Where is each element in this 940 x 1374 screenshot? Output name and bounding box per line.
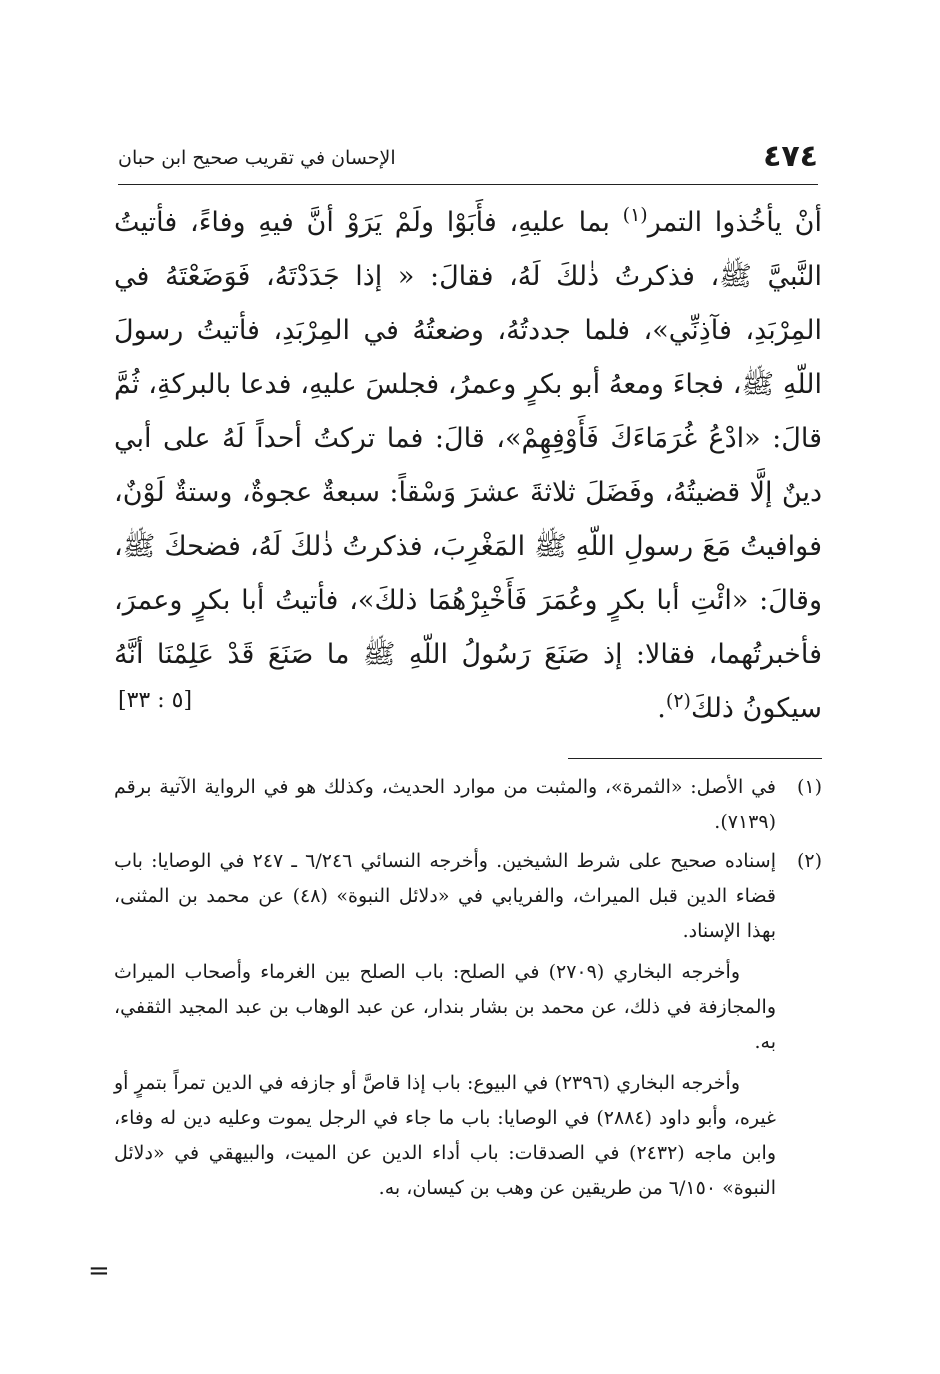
footnote-ref-2: (٢)	[665, 690, 691, 712]
footnotes	[114, 770, 822, 1206]
end-punctuation: .	[657, 693, 666, 724]
continuation-mark: =	[88, 1256, 110, 1286]
footnote-paragraph: وأخرجه البخاري (٢٧٠٩) في الصلح: باب الصلح بين الغرماء وأصحاب الميراث والمجازفة في ذلك، عن محمد بن بشار بندار، عن عبد الوهاب بن عبد المجيد الثقفي، به.	[114, 961, 776, 1053]
hadith-text-part-1: أنْ يأخُذوا التمر	[647, 207, 822, 238]
book-title: الإحسان في تقريب صحيح ابن حبان	[118, 147, 396, 169]
footnote-paragraph: وأخرجه البخاري (٢٣٩٦) في البيوع: باب إذا قاصَّ أو جازفه في الدين تمراً بتمرٍ أو غيره، وأبو داود (٢٨٨٤) في الوصايا: باب ما جاء في الرجل يموت وعليه دين له وفاء، وابن ماجه (٢٤٣٢) في الصدقات: باب أداء الدين عن الميت، والبيهقي في «دلائل النبوة» ٦/١٥٠ من طريقين عن وهب بن كيسان، به.	[114, 1072, 776, 1199]
hadith-reference: [٥ : ٣٣]	[118, 688, 193, 713]
footnote-1	[114, 770, 822, 840]
hadith-text-part-2: بما عليهِ، فأَبَوْا ولَمْ يَرَوْ أنَّ فيهِ وفاءً، فأتيتُ النَّبيَّ ﷺ، فذكرتُ ذٰلكَ لَهُ، فقالَ: « إذا جَدَدْتَهُ، فَوَضَعْتَهُ في المِرْبَدِ، فآذِنِّي»، فلما جددتُهُ، وضعتُهُ في المِرْبَدِ، فأتيتُ رسولَ اللّهِ ﷺ، فجاءَ ومعهُ أبو بكرٍ وعمرُ، فجلسَ عليهِ، فدعا بالبركةِ، ثُمَّ قالَ: «ادْعُ غُرَمَاءَكَ فَأَوْفِهِمْ»، قالَ: فما تركتُ أحداً لَهُ على أبي دينٌ إلَّا قضيتُهُ، وفَضَلَ ثلاثةَ عشرَ وَسْقاً: سبعةٌ عجوةٌ، وستةٌ لَوْنٌ، فوافيتُ مَعَ رسولِ اللّهِ ﷺ المَغْرِبَ، فذكرتُ ذٰلكَ لَهُ، فضحكَ ﷺ، وقالَ: «ائْتِ أبا بكرٍ وعُمَرَ فَأَخْبِرْهُمَا ذلكَ»، فأتيتُ أبا بكرٍ وعمرَ، فأخبرتُهما، فقالا: إذ صَنَعَ رَسُولُ اللّهِ ﷺ ما صَنَعَ قَدْ عَلِمْنَا أنَّهُ سيكونُ ذلكَ	[114, 207, 822, 724]
footnote-paragraph: إسناده صحيح على شرط الشيخين. وأخرجه النسائي ٦/٢٤٦ ـ ٢٤٧ في الوصايا: باب قضاء الدين قبل الميراث، والفريابي في «دلائل النبوة» (٤٨) عن محمد بن المثنى، بهذا الإسناد.	[114, 850, 776, 942]
footnote-number: (٢)	[796, 850, 822, 872]
running-header	[118, 138, 818, 178]
hadith-paragraph	[114, 196, 822, 736]
footnote-divider	[568, 758, 822, 759]
footnote-2	[114, 844, 822, 1206]
footnote-ref-1: (١)	[622, 204, 648, 226]
hadith-text	[114, 196, 822, 736]
page-number: ٤٧٤	[763, 139, 818, 174]
footnote-number: (١)	[796, 776, 822, 798]
header-divider	[118, 184, 818, 185]
footnote-paragraph: في الأصل: «الثمرة»، والمثبت من موارد الحديث، وكذلك هو في الرواية الآتية برقم (٧١٣٩).	[114, 776, 776, 833]
